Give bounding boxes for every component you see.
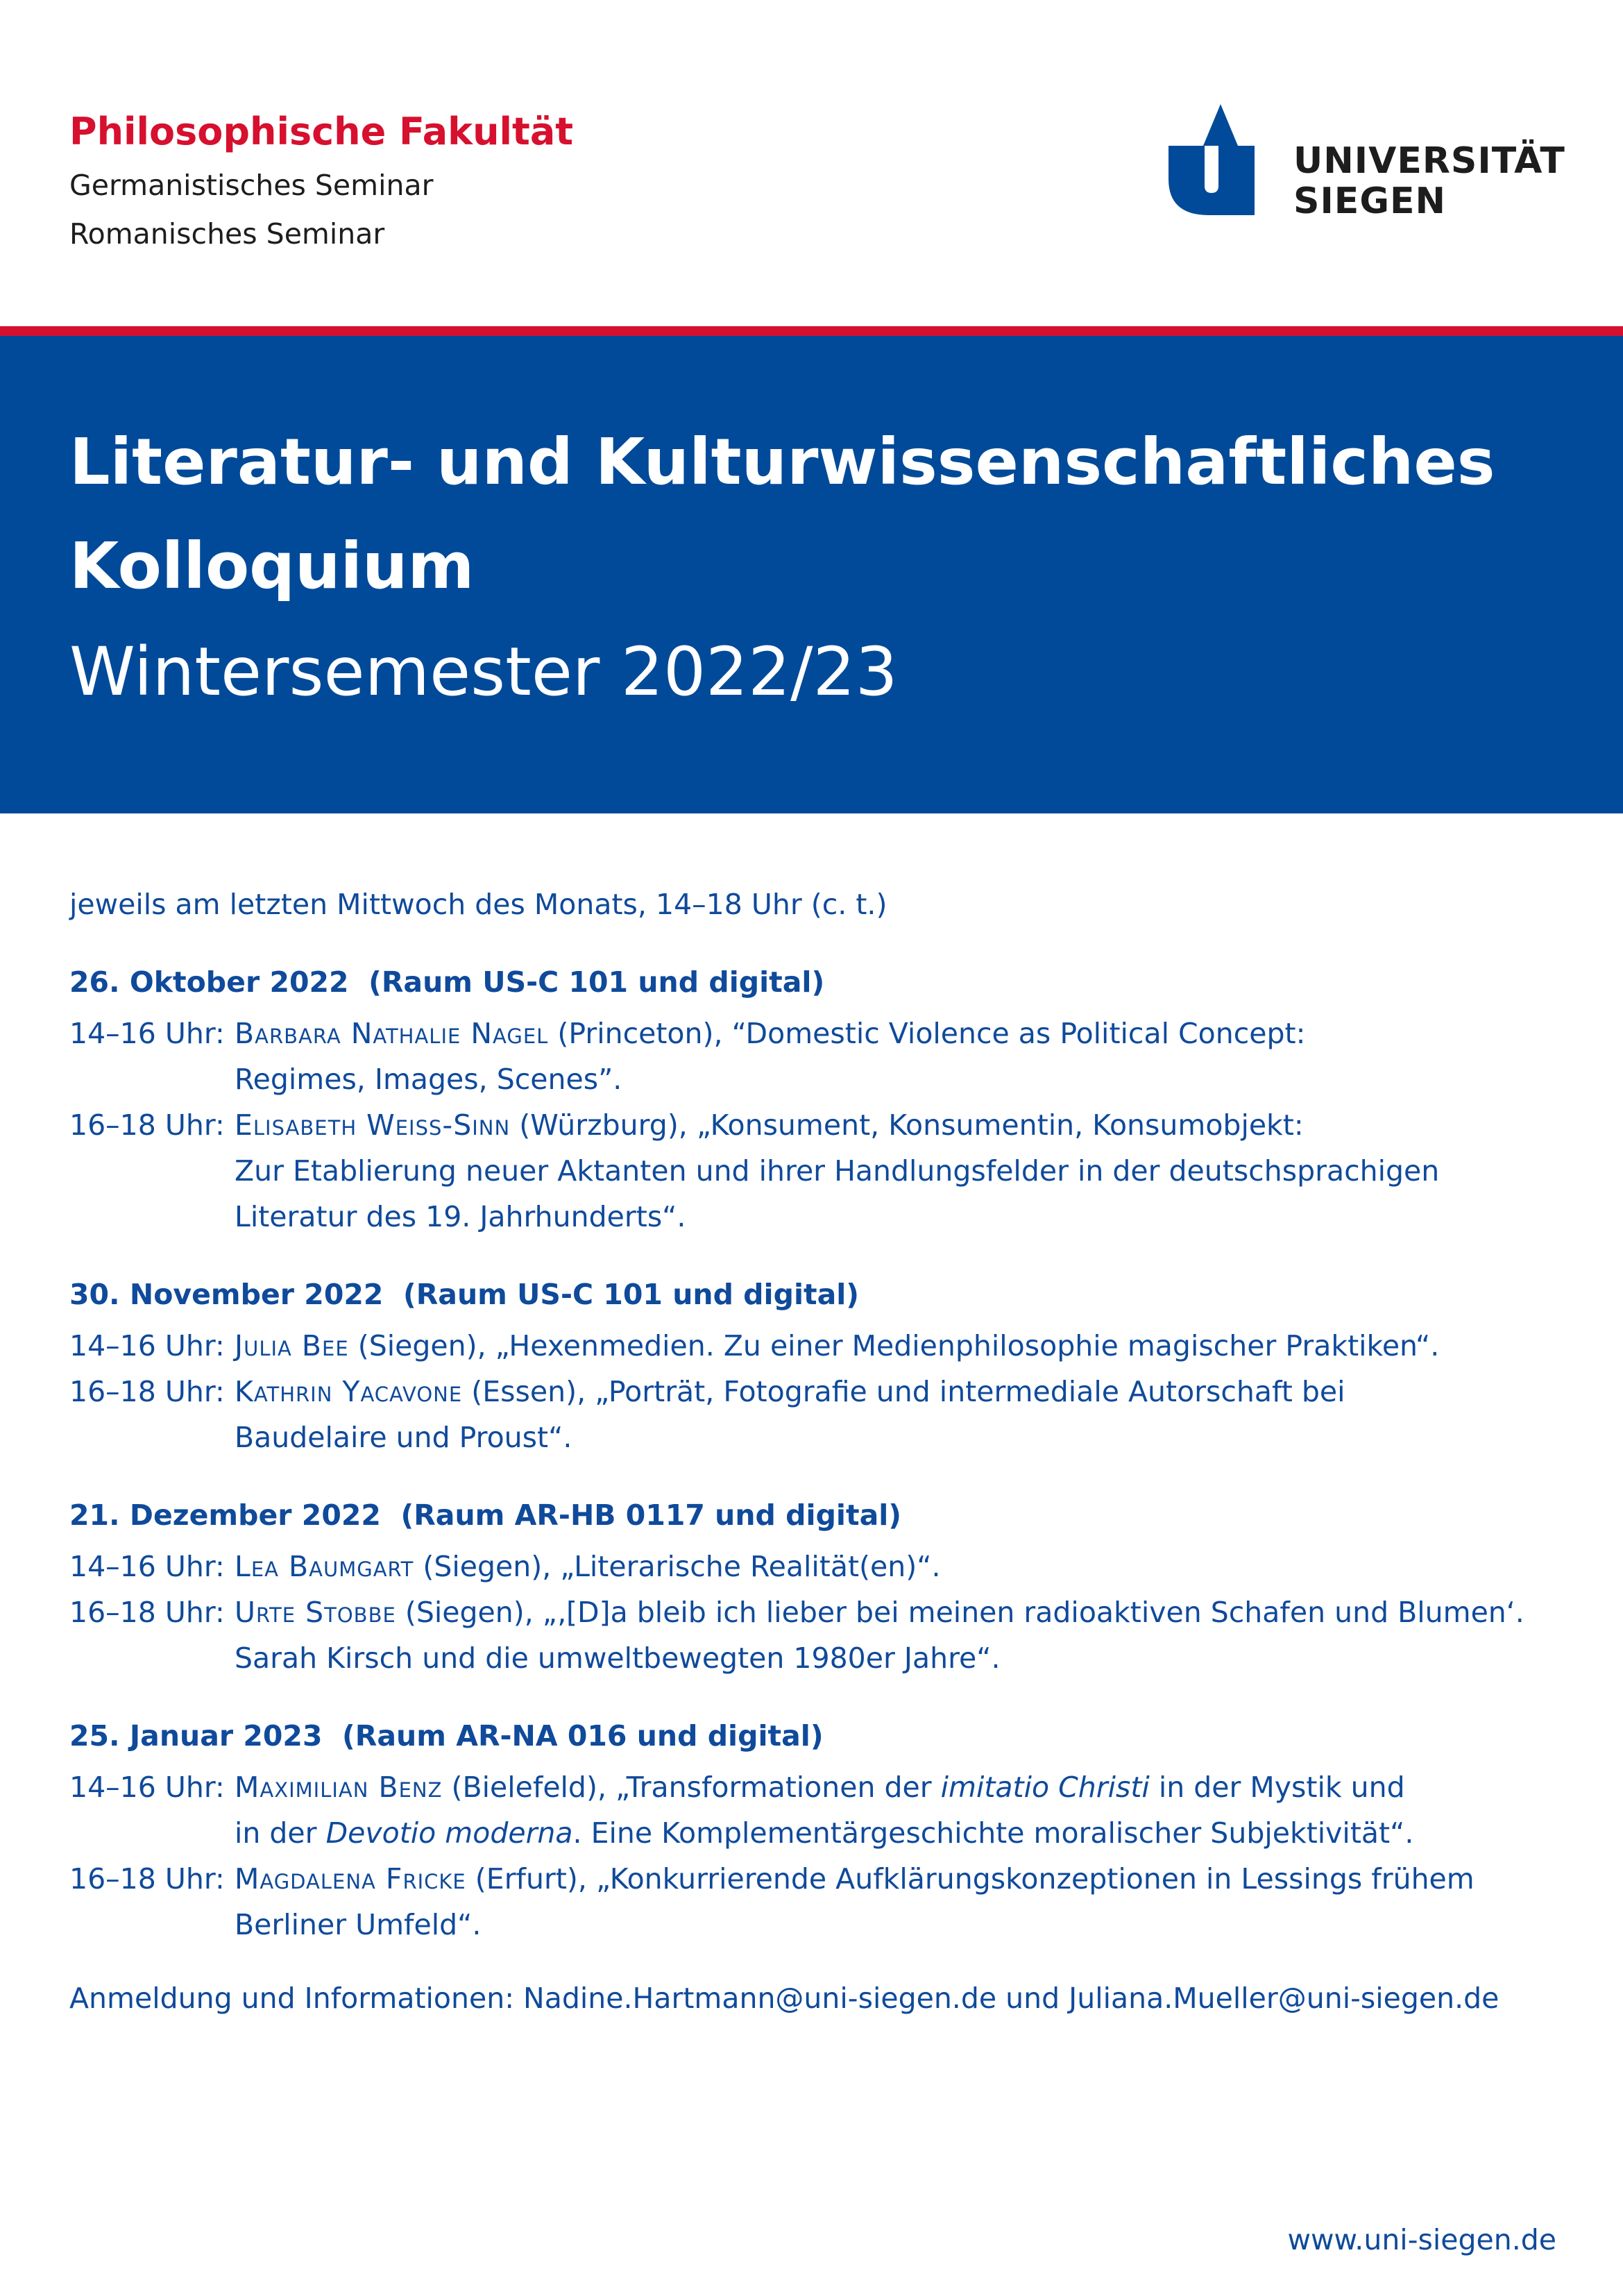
talk-time: 14–16 Uhr: [69, 1771, 225, 1804]
talk-title-cont: in der [235, 1816, 326, 1850]
speaker-name: Lea Baumgart [235, 1550, 414, 1583]
schedule-intro: jeweils am letzten Mittwoch des Monats, 14–18 Uhr (c. t.) [69, 888, 887, 921]
talk-title: „Konsument, Konsumentin, Konsumobjekt: [696, 1108, 1304, 1142]
talk-title-cont: . Eine Komplementärgeschichte moralischer Subjektivität“. [572, 1816, 1414, 1850]
session-room: (Raum US-C 101 und digital) [368, 965, 825, 999]
talk-title-cont: Regimes, Images, Scenes”. [235, 1063, 622, 1096]
page-header [0, 0, 1623, 326]
faculty-name: Philosophische Fakultät [69, 110, 574, 153]
talk-item [69, 1369, 1561, 1460]
talk-time: 16–18 Uhr: [69, 1375, 225, 1408]
talk-item [69, 1764, 1561, 1856]
session-date: 30. November 2022 [69, 1278, 384, 1311]
speaker-affiliation: (Princeton), [548, 1017, 732, 1050]
speaker-affiliation: (Siegen), [348, 1329, 495, 1362]
page-title-line2: Kolloquium [69, 529, 475, 603]
talk-item [69, 1544, 1561, 1589]
logo-text-universitaet: UNIVERSITÄT [1293, 140, 1565, 182]
talk-title: „Transformationen der [615, 1771, 941, 1804]
speaker-affiliation: (Essen), [462, 1375, 595, 1408]
title-banner [0, 336, 1623, 813]
talk-time: 16–18 Uhr: [69, 1862, 225, 1896]
talk-time: 16–18 Uhr: [69, 1108, 225, 1142]
red-divider [0, 326, 1623, 336]
talk-item [69, 1323, 1561, 1369]
contact-info: Anmeldung und Informationen: Nadine.Hartmann@uni-siegen.de und Juliana.Mueller@uni-siegen.de [69, 1982, 1499, 2015]
session-heading [69, 1713, 1561, 1759]
session-room: (Raum US-C 101 und digital) [402, 1278, 860, 1311]
talk-title-cont: Literatur des 19. Jahrhunderts“. [235, 1200, 686, 1233]
talk-time: 14–16 Uhr: [69, 1017, 225, 1050]
session-january [69, 1713, 1561, 1948]
schedule-content [69, 881, 1561, 2021]
speaker-affiliation: (Erfurt), [466, 1862, 596, 1896]
session-date: 21. Dezember 2022 [69, 1499, 381, 1532]
session-december [69, 1492, 1561, 1681]
website-link[interactable]: www.uni-siegen.de [1287, 2223, 1556, 2256]
talk-title: „Konkurrierende Aufklärungskonzeptionen in Lessings frühem [595, 1862, 1475, 1896]
session-room: (Raum AR-NA 016 und digital) [342, 1719, 824, 1753]
university-u-logo-icon [1169, 104, 1273, 215]
talk-title: „Porträt, Fotografie und intermediale Autorschaft bei [595, 1375, 1345, 1408]
session-heading [69, 1492, 1561, 1538]
talk-item [69, 1011, 1561, 1102]
page-title-line1: Literatur- und Kulturwissenschaftliches [69, 425, 1495, 499]
talk-title-cont: Sarah Kirsch und die umweltbewegten 1980er Jahre“. [235, 1641, 1001, 1675]
talk-title: „Hexenmedien. Zu einer Medienphilosophie magischer Praktiken“. [495, 1329, 1440, 1362]
speaker-name: Barbara Nathalie Nagel [235, 1017, 549, 1050]
session-heading [69, 1272, 1561, 1317]
speaker-name: Magdalena Fricke [235, 1862, 466, 1896]
speaker-affiliation: (Bielefeld), [442, 1771, 616, 1804]
speaker-name: Urte Stobbe [235, 1596, 396, 1629]
talk-item [69, 1102, 1561, 1240]
talk-title-cont: Berliner Umfeld“. [235, 1908, 482, 1941]
session-november [69, 1272, 1561, 1460]
speaker-name: Elisabeth Weiss-Sinn [235, 1108, 511, 1142]
session-date: 25. Januar 2023 [69, 1719, 323, 1753]
talk-time: 14–16 Uhr: [69, 1329, 225, 1362]
seminar-romanistik: Romanisches Seminar [69, 217, 385, 251]
session-date: 26. Oktober 2022 [69, 965, 349, 999]
talk-title-italic: Devotio moderna [325, 1816, 573, 1850]
speaker-affiliation: (Siegen), [414, 1550, 561, 1583]
talk-time: 14–16 Uhr: [69, 1550, 225, 1583]
talk-item [69, 1856, 1561, 1948]
speaker-name: Maximilian Benz [235, 1771, 443, 1804]
talk-time: 16–18 Uhr: [69, 1596, 225, 1629]
speaker-name: Kathrin Yacavone [235, 1375, 463, 1408]
talk-title-italic: imitatio Christi [940, 1771, 1150, 1804]
talk-title: in der Mystik und [1149, 1771, 1405, 1804]
session-room: (Raum AR-HB 0117 und digital) [400, 1499, 902, 1532]
talk-title: “Domestic Violence as Political Concept: [731, 1017, 1306, 1050]
speaker-affiliation: (Siegen), [396, 1596, 543, 1629]
seminar-germanistik: Germanistisches Seminar [69, 169, 434, 202]
talk-title: „‚[D]a bleib ich lieber bei meinen radioaktiven Schafen und Blumen‘. [542, 1596, 1524, 1629]
logo-text-siegen: SIEGEN [1293, 180, 1447, 222]
speaker-name: Julia Bee [235, 1329, 349, 1362]
speaker-affiliation: (Würzburg), [510, 1108, 697, 1142]
semester-subtitle: Wintersemester 2022/23 [69, 633, 898, 711]
university-logo [1169, 104, 1565, 222]
talk-title: „Literarische Realität(en)“. [560, 1550, 941, 1583]
talk-title-cont: Zur Etablierung neuer Aktanten und ihrer Handlungsfelder in der deutschsprachigen [235, 1154, 1440, 1188]
talk-title-cont: Baudelaire und Proust“. [235, 1421, 572, 1454]
talk-item [69, 1589, 1561, 1681]
session-heading [69, 959, 1561, 1005]
session-october [69, 959, 1561, 1240]
